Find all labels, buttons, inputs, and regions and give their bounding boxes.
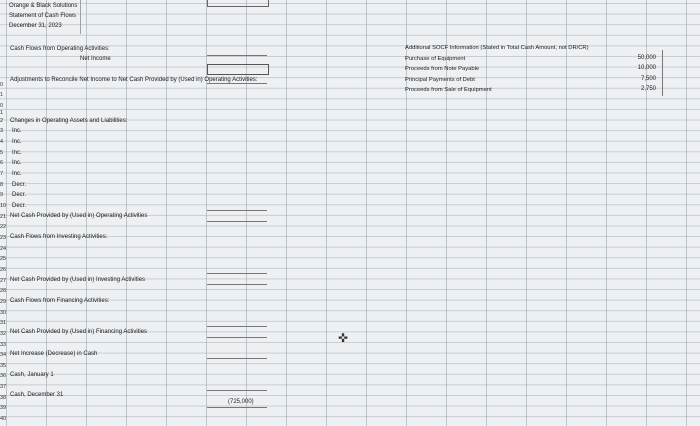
row-number: 39 (0, 405, 7, 411)
net-investing-underline (207, 284, 267, 285)
row-number: 36 (0, 373, 7, 379)
top-input-cell[interactable] (207, 0, 269, 7)
inc-label-4: Inc. (12, 160, 22, 166)
additional-item-value: 10,000 (637, 65, 656, 71)
additional-panel-border (662, 50, 663, 96)
row-number: 0 (0, 103, 4, 109)
additional-item-value: 2,750 (640, 86, 656, 92)
cash-december-underline (207, 407, 267, 408)
net-investing-underline-top (207, 273, 267, 274)
row-number: 21 (0, 214, 7, 220)
row-number: 25 (0, 256, 7, 262)
net-increase-label: Net Increase (Decrease) in Cash (10, 351, 98, 357)
changes-header: Changes in Operating Assets and Liabilities: (10, 118, 128, 124)
net-financing-label: Net Cash Provided by (Used in) Financing Activities (10, 329, 148, 335)
additional-item-label: Purchase of Equipment (405, 56, 466, 62)
net-financing-underline (207, 337, 267, 338)
statement-date: December 31, 2023 (9, 23, 62, 29)
header-divider (80, 0, 81, 34)
row-number: 33 (0, 342, 7, 348)
additional-item-value: 7,500 (640, 76, 656, 82)
additional-item-label: Principal Payments of Debt (405, 77, 475, 83)
row-number: 1 (0, 92, 4, 98)
additional-item-label: Proceeds from Sale of Equipment (405, 87, 492, 93)
row-number: 6 (0, 160, 4, 166)
net-income-input[interactable] (207, 64, 269, 75)
row-number: 1 (0, 110, 4, 116)
row-number: 24 (0, 246, 7, 252)
additional-item-label: Proceeds from Note Payable (405, 66, 480, 72)
cash-january-label: Cash, January 1 (10, 372, 54, 378)
decr-label-3: Decr. (12, 203, 27, 209)
cash-december-underline-top (207, 390, 267, 391)
row-number: 26 (0, 267, 7, 273)
adjustments-underline (207, 83, 267, 84)
investing-header: Cash Flows from Investing Activities: (10, 234, 108, 240)
row-number: 5 (0, 150, 4, 156)
row-number: 37 (0, 384, 7, 390)
row-number: 32 (0, 331, 7, 337)
row-number: 8 (0, 182, 4, 188)
statement-title: Statement of Cash Flows (9, 13, 77, 19)
row-number: 23 (0, 235, 7, 241)
row-number: 29 (0, 299, 7, 305)
additional-item-value: 50,000 (637, 55, 656, 61)
net-operating-label: Net Cash Provided by (Used in) Operating Activities (10, 213, 148, 219)
row-number: 28 (0, 288, 7, 294)
net-financing-underline-top (207, 326, 267, 327)
cash-december-value: (725,000) (228, 399, 254, 405)
row-number: 9 (0, 192, 4, 198)
row-number: 2 (0, 118, 4, 124)
inc-label-5: Inc. (12, 171, 22, 177)
financing-header: Cash Flows from Financing Activities: (10, 298, 110, 304)
decr-label-1: Decr. (12, 182, 27, 188)
row-number: 30 (0, 310, 7, 316)
row-number: 22 (0, 224, 7, 230)
row-number: 10 (0, 203, 7, 209)
net-investing-label: Net Cash Provided by (Used in) Investing Activities (10, 277, 146, 283)
row-number: 31 (0, 320, 7, 326)
row-number: 34 (0, 352, 7, 358)
inc-label-1: Inc. (12, 128, 22, 134)
row-number: 40 (0, 416, 7, 422)
row-number: 4 (0, 139, 4, 145)
decr-label-2: Decr. (12, 192, 27, 198)
plus-cursor-icon: ✜ (338, 331, 349, 345)
net-operating-underline (207, 221, 267, 222)
row-number: 0 (0, 82, 4, 88)
cash-december-label: Cash, December 31 (10, 392, 64, 398)
net-income-underline (207, 55, 267, 56)
net-operating-underline-top (207, 210, 267, 211)
row-number: 3 (0, 128, 4, 134)
row-number: 38 (0, 395, 7, 401)
net-increase-underline (207, 358, 267, 359)
additional-info-title: Additional SOCF Information (Stated in Total Cash Amount, not DR/CR) (405, 45, 589, 51)
row-number: 35 (0, 363, 7, 369)
company-name: Orange & Black Solutions (9, 3, 78, 9)
operating-header: Cash Flows from Operating Activities: (10, 46, 110, 52)
net-income-label: Net Income (80, 56, 111, 62)
row-number: 7 (0, 171, 4, 177)
adjustments-label: Adjustments to Reconcile Net Income to Net Cash Provided by (Used in) Operating Activities: (10, 77, 258, 83)
row-number: 27 (0, 278, 7, 284)
inc-label-3: Inc. (12, 150, 22, 156)
inc-label-2: Inc. (12, 139, 22, 145)
